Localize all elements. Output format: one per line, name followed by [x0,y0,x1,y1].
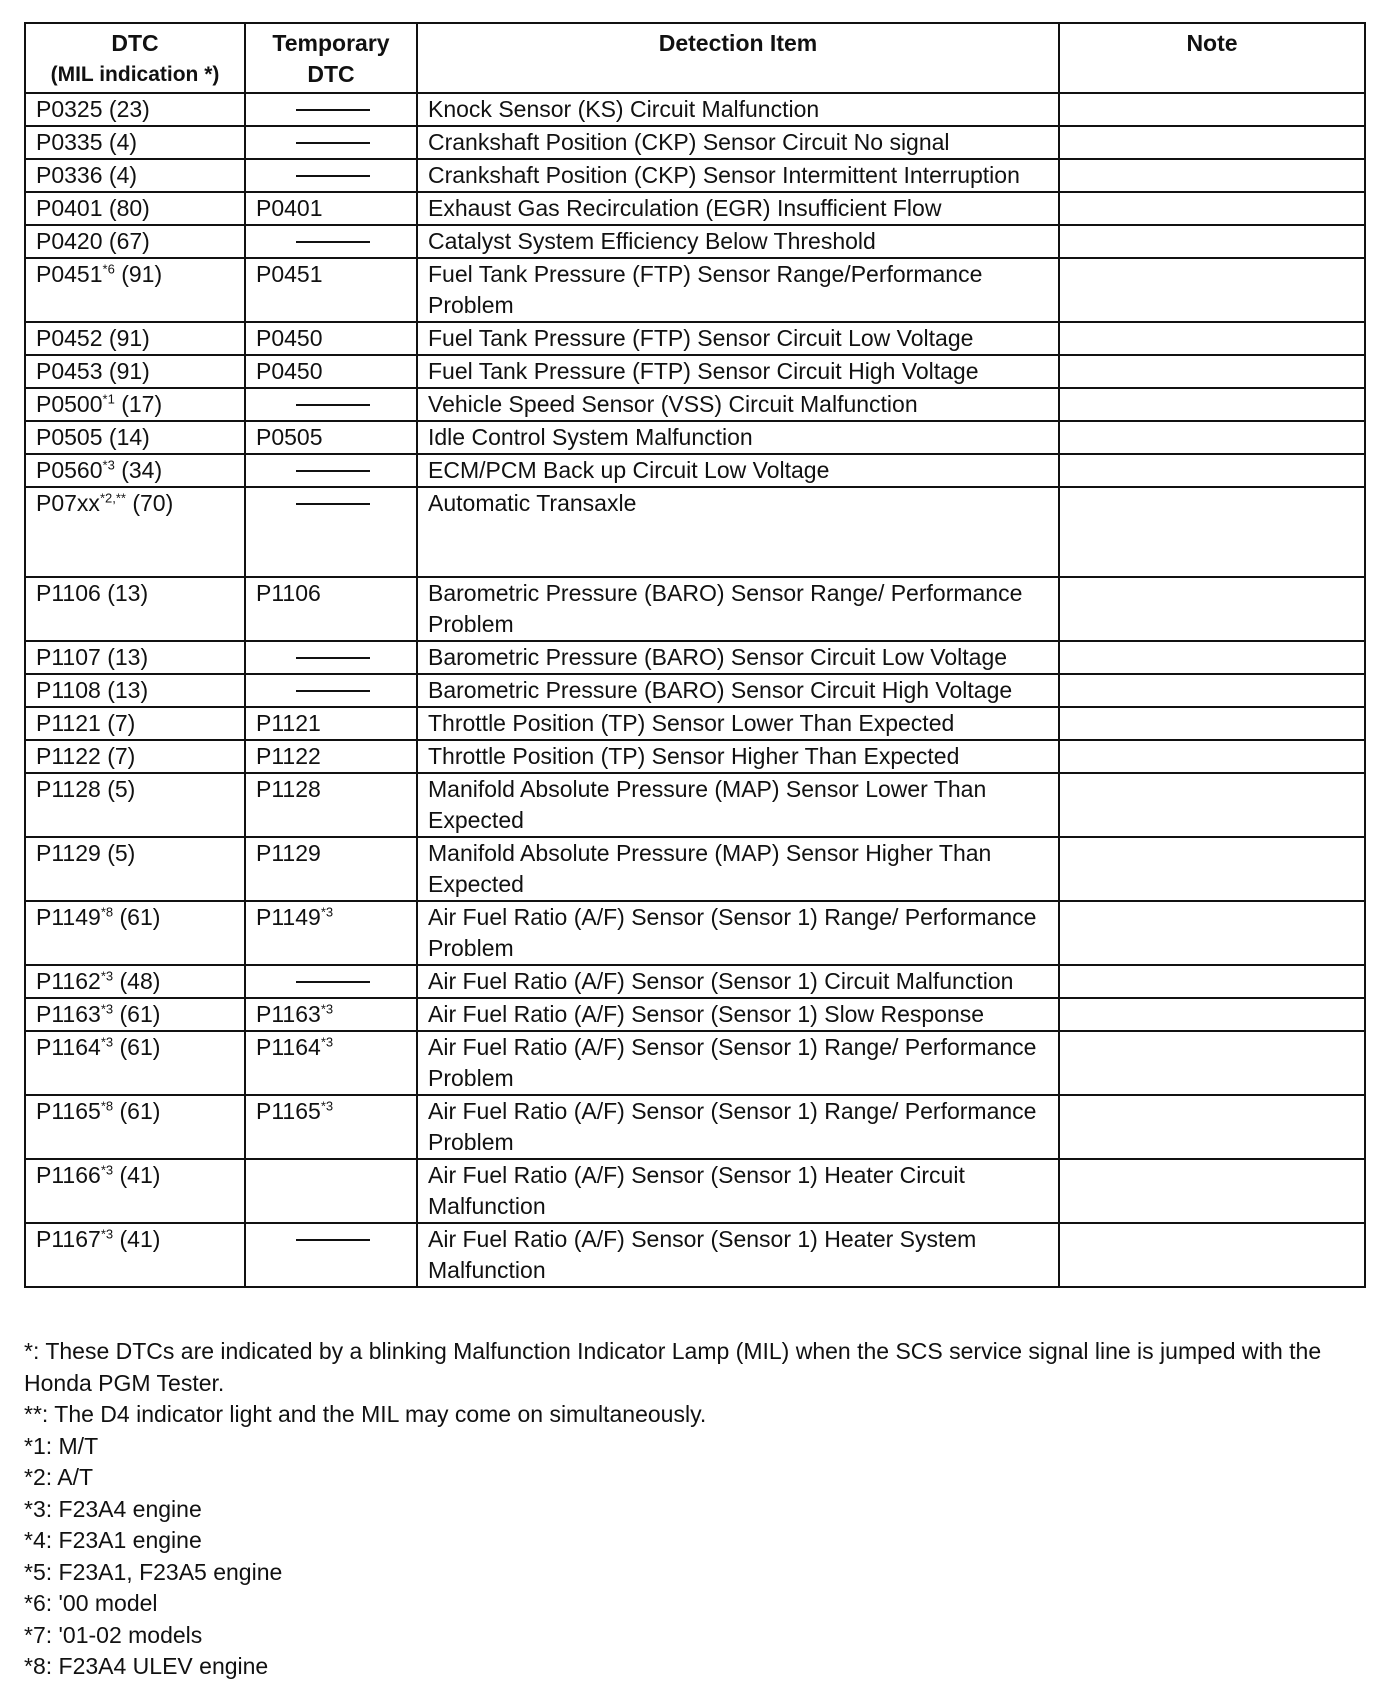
footnote-item: *: These DTCs are indicated by a blinking Malfunction Indicator Lamp (MIL) when the SCS service signal line is jumped with the Honda PGM Tester. [24,1338,1322,1396]
detection-item-cell: Manifold Absolute Pressure (MAP) Sensor Lower Than Expected [417,773,1059,837]
table-row [25,965,1365,998]
note-cell [1059,421,1365,454]
temporary-dtc-cell: P1106 [245,577,417,641]
temporary-dtc-cell: P0401 [245,192,417,225]
dtc-code-cell: P0336 (4) [25,159,245,192]
temporary-dtc-cell: P1129 [245,837,417,901]
detection-item-cell: Catalyst System Efficiency Below Threshold [417,225,1059,258]
temporary-dtc-cell [245,1223,417,1287]
no-temporary-dtc-dash [296,109,370,111]
dtc-code-cell: P1167$^{*3}$ (41) [25,1223,245,1287]
detection-item-cell: Vehicle Speed Sensor (VSS) Circuit Malfunction [417,388,1059,421]
detection-item-cell: Barometric Pressure (BARO) Sensor Circuit High Voltage [417,674,1059,707]
dtc-code-cell: P1107 (13) [25,641,245,674]
detection-item-cell: Air Fuel Ratio (A/F) Sensor (Sensor 1) Range/ Performance Problem [417,1031,1059,1095]
temporary-dtc-cell: P1122 [245,740,417,773]
header-dtc: DTC (MIL indication *) [25,23,245,93]
detection-item-cell: Barometric Pressure (BARO) Sensor Range/ Performance Problem [417,577,1059,641]
temporary-dtc-cell [245,487,417,577]
dtc-code-cell: P1164$^{*3}$ (61) [25,1031,245,1095]
note-cell [1059,1095,1365,1159]
detection-item-cell: Fuel Tank Pressure (FTP) Sensor Range/Performance Problem [417,258,1059,322]
dtc-code-cell: P1122 (7) [25,740,245,773]
note-cell [1059,773,1365,837]
table-row [25,998,1365,1031]
dtc-code-cell: P1128 (5) [25,773,245,837]
temporary-dtc-cell [245,93,417,126]
table-row [25,192,1365,225]
note-cell [1059,901,1365,965]
temporary-dtc-cell: P1149$^{*3}$ [245,901,417,965]
dtc-code-cell: P0325 (23) [25,93,245,126]
no-temporary-dtc-dash [296,404,370,406]
note-cell [1059,674,1365,707]
dtc-code-cell: P0500$^{*1}$ (17) [25,388,245,421]
table-row [25,707,1365,740]
note-cell [1059,258,1365,322]
note-cell [1059,487,1365,577]
note-cell [1059,355,1365,388]
dtc-code-cell: P1121 (7) [25,707,245,740]
dtc-code-cell: P0451$^{*6}$ (91) [25,258,245,322]
dtc-code-cell: P1149$^{*8}$ (61) [25,901,245,965]
detection-item-cell: Air Fuel Ratio (A/F) Sensor (Sensor 1) Range/ Performance Problem [417,1095,1059,1159]
table-row [25,126,1365,159]
table-row [25,258,1365,322]
temporary-dtc-cell: P1128 [245,773,417,837]
table-row [25,1159,1365,1223]
dtc-code-cell: P0335 (4) [25,126,245,159]
note-cell [1059,998,1365,1031]
table-row [25,1031,1365,1095]
table-row [25,322,1365,355]
no-temporary-dtc-dash [296,470,370,472]
detection-item-cell: Air Fuel Ratio (A/F) Sensor (Sensor 1) Heater System Malfunction [417,1223,1059,1287]
temporary-dtc-cell [245,126,417,159]
note-cell [1059,1031,1365,1095]
no-temporary-dtc-dash [296,981,370,983]
temporary-dtc-cell [245,159,417,192]
no-temporary-dtc-dash [296,175,370,177]
temporary-dtc-cell [245,388,417,421]
temporary-dtc-cell [245,965,417,998]
temporary-dtc-cell: P0505 [245,421,417,454]
note-cell [1059,322,1365,355]
detection-item-cell: Idle Control System Malfunction [417,421,1059,454]
dtc-code-cell: P0452 (91) [25,322,245,355]
header-note: Note [1059,23,1365,93]
dtc-code-cell: $P07xx^{*2,**}$ (70) [25,487,245,577]
detection-item-cell: Throttle Position (TP) Sensor Lower Than Expected [417,707,1059,740]
table-row [25,388,1365,421]
detection-item-cell: Crankshaft Position (CKP) Sensor Intermittent Interruption [417,159,1059,192]
temporary-dtc-cell: P1164$^{*3}$ [245,1031,417,1095]
temporary-dtc-cell [245,225,417,258]
detection-item-cell: Air Fuel Ratio (A/F) Sensor (Sensor 1) Range/ Performance Problem [417,901,1059,965]
detection-item-cell: Automatic Transaxle [417,487,1059,577]
note-cell [1059,837,1365,901]
dtc-code-cell: P0420 (67) [25,225,245,258]
table-row [25,1223,1365,1287]
note-cell [1059,1159,1365,1223]
table-row [25,641,1365,674]
note-cell [1059,126,1365,159]
detection-item-cell: Air Fuel Ratio (A/F) Sensor (Sensor 1) Slow Response [417,998,1059,1031]
table-row [25,355,1365,388]
note-cell [1059,740,1365,773]
dtc-code-cell: P1106 (13) [25,577,245,641]
detection-item-cell: Air Fuel Ratio (A/F) Sensor (Sensor 1) Heater Circuit Malfunction [417,1159,1059,1223]
dtc-code-cell: P1166$^{*3}$ (41) [25,1159,245,1223]
note-cell [1059,641,1365,674]
no-temporary-dtc-dash [296,657,370,659]
temporary-dtc-cell: P0451 [245,258,417,322]
dtc-table-sheet [24,22,1364,1288]
table-row [25,1095,1365,1159]
table-row [25,421,1365,454]
header-temporary-dtc: Temporary DTC [245,23,417,93]
table-row [25,225,1365,258]
temporary-dtc-cell: P0450 [245,355,417,388]
detection-item-cell: Crankshaft Position (CKP) Sensor Circuit No signal [417,126,1059,159]
detection-item-cell: Manifold Absolute Pressure (MAP) Sensor Higher Than Expected [417,837,1059,901]
detection-item-cell: Fuel Tank Pressure (FTP) Sensor Circuit Low Voltage [417,322,1059,355]
dtc-code-cell: P0401 (80) [25,192,245,225]
dtc-code-cell: P1129 (5) [25,837,245,901]
footnote-item: *7: '01-02 models [24,1621,203,1648]
footnote-item: *8: F23A4 ULEV engine [24,1653,269,1679]
note-cell [1059,93,1365,126]
detection-item-cell: ECM/PCM Back up Circuit Low Voltage [417,454,1059,487]
header-detection-item: Detection Item [417,23,1059,93]
no-temporary-dtc-dash [296,241,370,243]
table-row [25,159,1365,192]
table-row [25,487,1365,577]
dtc-code-cell: P1163$^{*3}$ (61) [25,998,245,1031]
detection-item-cell: Throttle Position (TP) Sensor Higher Than Expected [417,740,1059,773]
footnote-item: *5: F23A1, F23A5 engine [24,1558,283,1585]
temporary-dtc-cell: P1121 [245,707,417,740]
detection-item-cell: Fuel Tank Pressure (FTP) Sensor Circuit High Voltage [417,355,1059,388]
dtc-code-cell: P0453 (91) [25,355,245,388]
table-row [25,901,1365,965]
note-cell [1059,192,1365,225]
note-cell [1059,707,1365,740]
dtc-code-cell: P0560$^{*3}$ (34) [25,454,245,487]
dtc-code-cell: P1108 (13) [25,674,245,707]
temporary-dtc-cell [245,641,417,674]
table-row [25,93,1365,126]
footnote-item: *1: M/T [24,1432,99,1459]
dtc-code-cell: P0505 (14) [25,421,245,454]
dtc-table-body [25,93,1365,1287]
table-header-row [25,23,1365,93]
temporary-dtc-cell: P0450 [245,322,417,355]
detection-item-cell: Air Fuel Ratio (A/F) Sensor (Sensor 1) Circuit Malfunction [417,965,1059,998]
table-row [25,773,1365,837]
footnote-item: *6: '00 model [24,1590,158,1616]
table-row [25,740,1365,773]
note-cell [1059,577,1365,641]
dtc-code-cell: P1165$^{*8}$ (61) [25,1095,245,1159]
footnote-item: *3: F23A4 engine [24,1495,202,1522]
note-cell [1059,159,1365,192]
note-cell [1059,454,1365,487]
temporary-dtc-cell [245,454,417,487]
note-cell [1059,1223,1365,1287]
footnote-item: *2: A/T [24,1464,94,1490]
detection-item-cell: Knock Sensor (KS) Circuit Malfunction [417,93,1059,126]
footnotes [24,1336,1364,1683]
note-cell [1059,388,1365,421]
note-cell [1059,225,1365,258]
footnote-item: *4: F23A1 engine [24,1527,202,1553]
dtc-table [24,22,1366,1288]
dtc-code-cell: P1162$^{*3}$ (48) [25,965,245,998]
detection-item-cell: Exhaust Gas Recirculation (EGR) Insufficient Flow [417,192,1059,225]
table-row [25,674,1365,707]
footnote-item: **: The D4 indicator light and the MIL may come on simultaneously. [24,1401,707,1427]
temporary-dtc-cell [245,1159,417,1223]
table-row [25,577,1365,641]
temporary-dtc-cell [245,674,417,707]
no-temporary-dtc-dash [296,503,370,505]
table-row [25,454,1365,487]
temporary-dtc-cell: P1165$^{*3}$ [245,1095,417,1159]
temporary-dtc-cell: P1163$^{*3}$ [245,998,417,1031]
no-temporary-dtc-dash [296,690,370,692]
note-cell [1059,965,1365,998]
table-row [25,837,1365,901]
no-temporary-dtc-dash [296,142,370,144]
no-temporary-dtc-dash [296,1239,370,1241]
detection-item-cell: Barometric Pressure (BARO) Sensor Circuit Low Voltage [417,641,1059,674]
